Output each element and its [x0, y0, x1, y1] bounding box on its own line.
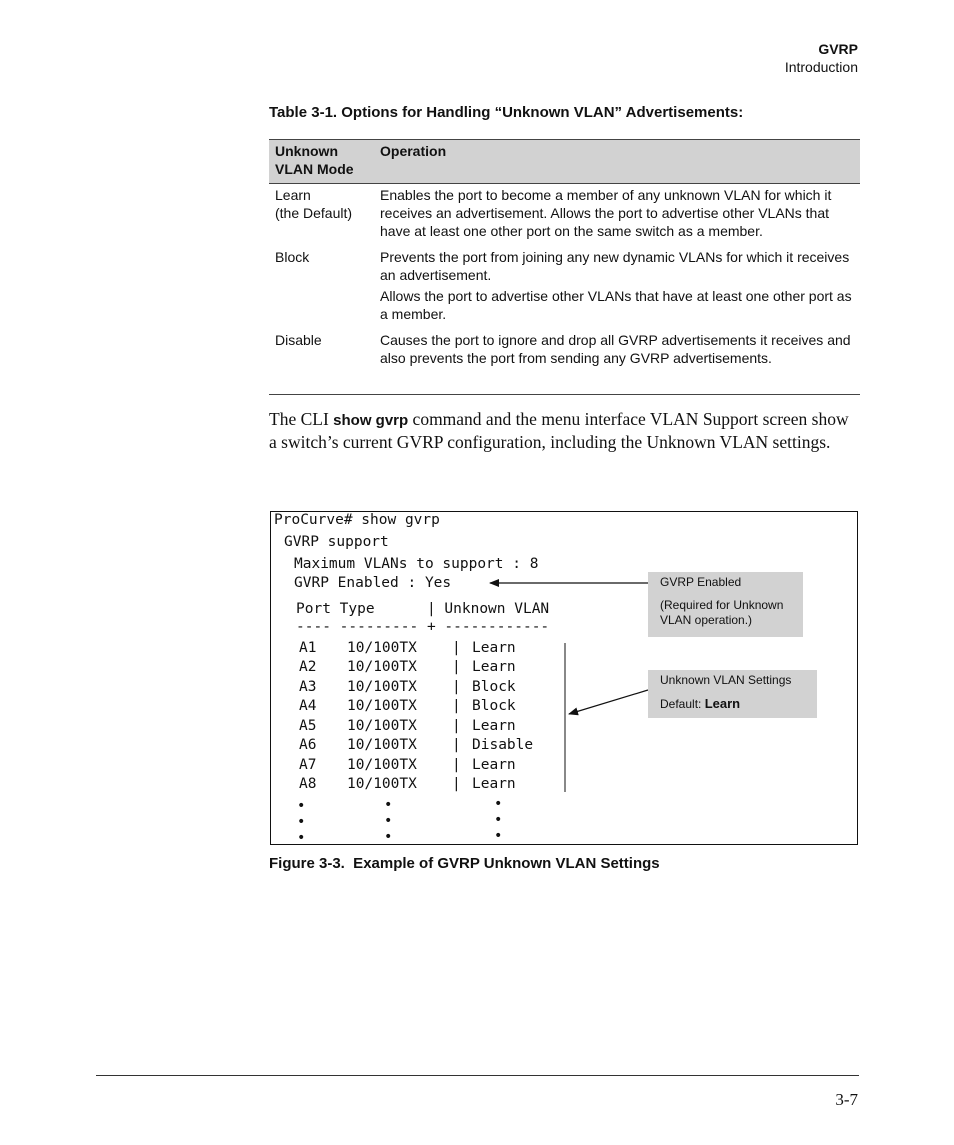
port-unknown-vlan-mode: Learn: [472, 757, 516, 773]
port-id: A6: [299, 737, 317, 753]
column-divider: |: [452, 679, 461, 695]
terminal-line-support: GVRP support: [284, 534, 389, 550]
terminal-prompt: ProCurve# show gvrp: [274, 512, 440, 528]
unknown-vlan-arrow: [569, 690, 648, 714]
port-type: 10/100TX: [347, 640, 417, 656]
column-divider: |: [452, 718, 461, 734]
port-id: A1: [299, 640, 317, 656]
default-label: Default:: [660, 697, 705, 711]
operation-text: Enables the port to become a member of any unknown VLAN for which it receives an advertisement. Allows the port to advertise other VLANs that have at least one other port on the same switch as a member.: [380, 187, 832, 239]
running-header-section: Introduction: [784, 59, 858, 75]
table-title: Table 3-1. Options for Handling “Unknown VLAN” Advertisements:: [269, 104, 744, 121]
callout-unknown-vlan-settings: [648, 670, 817, 718]
callout-title: GVRP Enabled: [660, 575, 742, 589]
operation-text: Prevents the port from joining any new dynamic VLANs for which it receives an advertisement.: [380, 249, 850, 283]
port-type: 10/100TX: [347, 718, 417, 734]
column-divider: |: [452, 698, 461, 714]
column-divider: |: [452, 757, 461, 773]
paragraph-text: The CLI: [269, 409, 334, 429]
ellipsis-dot: •: [494, 796, 503, 812]
port-id: A3: [299, 679, 317, 695]
port-id: A7: [299, 757, 317, 773]
port-unknown-vlan-mode: Learn: [472, 640, 516, 656]
ellipsis-dot: •: [384, 797, 393, 813]
terminal-column-headers: Port Type | Unknown VLAN: [296, 601, 550, 617]
column-divider: |: [452, 737, 461, 753]
terminal-line-gvrp-enabled: GVRP Enabled : Yes: [294, 575, 452, 591]
port-id: A5: [299, 718, 317, 734]
footer-rule: [96, 1075, 859, 1076]
port-unknown-vlan-mode: Block: [472, 698, 516, 714]
ellipsis-dot: •: [494, 828, 503, 844]
terminal-line-max-vlans: Maximum VLANs to support : 8: [294, 556, 539, 572]
port-type: 10/100TX: [347, 776, 417, 792]
callout-gvrp-enabled: [648, 572, 803, 637]
column-divider: |: [452, 659, 461, 675]
command-name: show gvrp: [333, 412, 409, 429]
figure-caption: Figure 3-3. Example of GVRP Unknown VLAN Settings: [269, 855, 660, 872]
port-type: 10/100TX: [347, 757, 417, 773]
port-unknown-vlan-mode: Learn: [472, 659, 516, 675]
ellipsis-dot: •: [494, 812, 503, 828]
port-unknown-vlan-mode: Learn: [472, 776, 516, 792]
port-type: 10/100TX: [347, 698, 417, 714]
callout-default: [660, 696, 805, 712]
port-id: A4: [299, 698, 317, 714]
mode-label: Disable: [275, 332, 322, 348]
port-unknown-vlan-mode: Block: [472, 679, 516, 695]
running-header-chapter: GVRP: [818, 41, 858, 57]
ellipsis-dot: •: [297, 798, 306, 814]
ellipsis-dot: •: [297, 814, 306, 830]
paragraph-text: command and the menu interface VLAN Support screen show a switch’s current GVRP configuration, including the Unknown VLAN settings.: [269, 409, 849, 452]
operation-text: Allows the port to advertise other VLANs that have at least one other port as a member.: [380, 288, 852, 322]
default-value: Learn: [704, 696, 741, 711]
port-type: 10/100TX: [347, 659, 417, 675]
port-type: 10/100TX: [347, 679, 417, 695]
port-type: 10/100TX: [347, 737, 417, 753]
column-divider: |: [452, 776, 461, 792]
page-number: 3-7: [835, 1090, 858, 1109]
header-operation: Operation: [380, 143, 447, 159]
callout-title: Unknown VLAN Settings: [660, 673, 792, 687]
mode-label: Learn: [275, 187, 311, 203]
header-mode: Unknown VLAN Mode: [275, 143, 354, 177]
mode-label: Block: [275, 249, 310, 265]
port-unknown-vlan-mode: Disable: [472, 737, 534, 753]
ellipsis-dot: •: [384, 829, 393, 845]
mode-note: (the Default): [275, 205, 353, 221]
operation-text: Causes the port to ignore and drop all GVRP advertisements it receives and also prevents the port from sending any GVRP advertisements.: [380, 332, 851, 366]
column-divider: |: [452, 640, 461, 656]
port-id: A8: [299, 776, 317, 792]
port-unknown-vlan-mode: Learn: [472, 718, 516, 734]
port-id: A2: [299, 659, 317, 675]
ellipsis-dot: •: [384, 813, 393, 829]
ellipsis-dot: •: [297, 830, 306, 846]
terminal-separator: ---- --------- + ------------: [296, 619, 550, 635]
callout-note: (Required for Unknown VLAN operation.): [660, 598, 784, 627]
